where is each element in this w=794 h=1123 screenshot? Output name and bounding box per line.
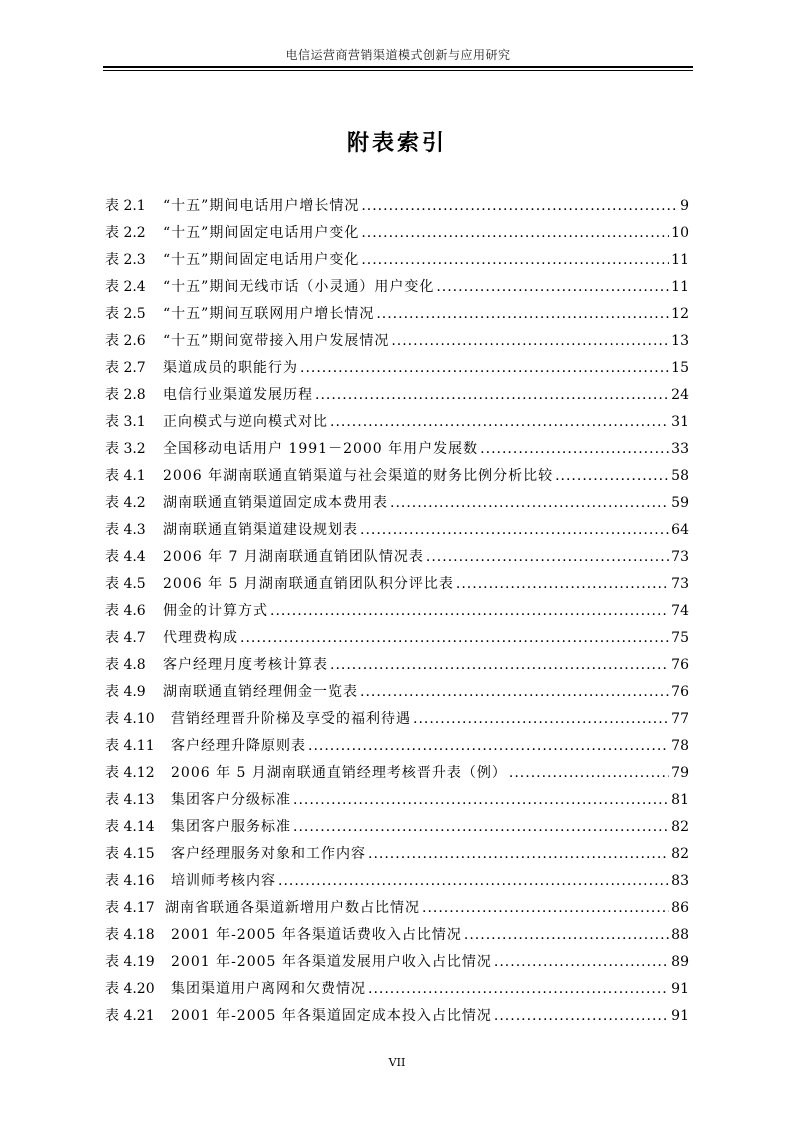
toc-entry-title: “十五”期间固定电话用户变化 (163, 252, 360, 268)
dot-leader (555, 463, 669, 490)
toc-entry-title: 湖南联通直销渠道固定成本费用表 (163, 495, 388, 511)
toc-entry-page: 78 (671, 738, 689, 754)
toc-entry-label: 表 4.10 (105, 711, 155, 727)
toc-entry-label: 表 4.17 (105, 900, 155, 916)
dot-leader (494, 949, 669, 976)
toc-entry-title: 集团客户服务标准 (171, 819, 291, 835)
toc-entry-page: 64 (671, 522, 689, 538)
toc-entry-page: 9 (680, 198, 689, 214)
toc-entry-title: 2001 年-2005 年各渠道话费收入占比情况 (171, 927, 462, 943)
toc-entry-page: 83 (671, 873, 689, 889)
dot-leader (360, 679, 669, 706)
toc-entry-page: 77 (671, 711, 689, 727)
dot-leader (330, 652, 669, 679)
dot-leader (390, 490, 669, 517)
dot-leader (464, 922, 669, 949)
toc-entry[interactable] (105, 463, 689, 490)
toc-entry-label: 表 2.4 (105, 279, 146, 295)
toc-entry-title: “十五”期间互联网用户增长情况 (163, 306, 375, 322)
toc-entry[interactable] (105, 409, 689, 436)
dot-leader (308, 733, 669, 760)
toc-entry[interactable] (105, 382, 689, 409)
dot-leader (368, 976, 669, 1003)
toc-entry-title: 湖南联通直销经理佣金一览表 (163, 684, 358, 700)
toc-entry-title: 2006 年 5 月湖南联通直销团队积分评比表 (163, 576, 454, 592)
dot-leader (436, 274, 669, 301)
toc-entry-title: 集团渠道用户离网和欠费情况 (171, 981, 366, 997)
toc-entry-page: 31 (671, 414, 689, 430)
toc-entry-page: 91 (671, 981, 689, 997)
toc-entry-label: 表 4.21 (105, 1008, 155, 1024)
dot-leader (293, 814, 669, 841)
toc-entry-page: 75 (671, 630, 689, 646)
dot-leader (270, 598, 669, 625)
toc-entry-label: 表 4.20 (105, 981, 155, 997)
dot-leader (300, 355, 669, 382)
toc-entry-label: 表 4.11 (105, 738, 155, 754)
toc-entry-label: 表 4.13 (105, 792, 155, 808)
toc-entry-title: 代理费构成 (163, 630, 238, 646)
toc-entry-page: 76 (671, 657, 689, 673)
toc-entry[interactable] (105, 274, 689, 301)
toc-entry[interactable] (105, 544, 689, 571)
toc-entry[interactable] (105, 652, 689, 679)
toc-entry-title: 佣金的计算方式 (163, 603, 268, 619)
toc-entry-page: 24 (671, 387, 689, 403)
dot-leader (315, 382, 669, 409)
toc-entry[interactable] (105, 436, 689, 463)
toc-entry[interactable] (105, 625, 689, 652)
dot-leader (426, 544, 669, 571)
dot-leader (360, 517, 669, 544)
toc-entry-title: 电信行业渠道发展历程 (163, 387, 313, 403)
toc-entry[interactable] (105, 760, 689, 787)
dot-leader (293, 787, 669, 814)
toc-entry-page: 82 (671, 846, 689, 862)
toc-entry-label: 表 4.9 (105, 684, 146, 700)
toc-entry-label: 表 2.5 (105, 306, 146, 322)
dot-leader (278, 868, 669, 895)
toc-entry-page: 15 (671, 360, 689, 376)
page-title: 附表索引 (346, 130, 447, 156)
toc-entry[interactable] (105, 301, 689, 328)
toc-entry[interactable] (105, 787, 689, 814)
dot-leader (368, 841, 669, 868)
toc-entry-label: 表 4.7 (105, 630, 146, 646)
toc-entry[interactable] (105, 976, 689, 1003)
toc-entry-title: 正向模式与逆向模式对比 (163, 414, 328, 430)
dot-leader (413, 706, 669, 733)
header-rule-thin (103, 70, 693, 71)
toc-entry-title: 2006 年湖南联通直销渠道与社会渠道的财务比例分析比较 (163, 468, 554, 484)
toc-entry-title: “十五”期间宽带接入用户发展情况 (163, 333, 390, 349)
toc-entry-label: 表 4.1 (105, 468, 146, 484)
toc-entry-label: 表 2.3 (105, 252, 146, 268)
toc-entry-page: 88 (671, 927, 689, 943)
toc-entry[interactable] (105, 220, 689, 247)
toc-entry-page: 13 (671, 333, 689, 349)
toc-entry-label: 表 4.18 (105, 927, 155, 943)
toc-entry-page: 82 (671, 819, 689, 835)
dot-leader (330, 409, 669, 436)
toc-entry-label: 表 4.19 (105, 954, 155, 970)
toc-entry-page: 12 (671, 306, 689, 322)
page-number: VII (388, 1056, 406, 1069)
dot-leader (422, 895, 669, 922)
toc-entry-page: 33 (671, 441, 689, 457)
dot-leader (509, 760, 669, 787)
toc-entry[interactable] (105, 490, 689, 517)
toc-entry-label: 表 4.12 (105, 765, 155, 781)
toc-entry[interactable] (105, 868, 689, 895)
toc-entry-page: 59 (671, 495, 689, 511)
toc-entry-label: 表 2.6 (105, 333, 146, 349)
toc-entry[interactable] (105, 247, 689, 274)
table-index-list (105, 193, 689, 1030)
toc-entry-page: 89 (671, 954, 689, 970)
toc-entry-label: 表 4.5 (105, 576, 146, 592)
toc-entry-page: 11 (671, 279, 689, 295)
toc-entry-title: 客户经理服务对象和工作内容 (171, 846, 366, 862)
dot-leader (494, 1003, 669, 1030)
toc-entry[interactable] (105, 598, 689, 625)
dot-leader (240, 625, 669, 652)
toc-entry-title: “十五”期间无线市话（小灵通）用户变化 (163, 279, 435, 295)
dot-leader (376, 301, 669, 328)
toc-entry[interactable] (105, 1003, 689, 1030)
toc-entry-label: 表 2.1 (105, 198, 146, 214)
running-header: 电信运营商营销渠道模式创新与应用研究 (285, 48, 511, 62)
toc-entry-label: 表 4.3 (105, 522, 146, 538)
toc-entry-label: 表 4.4 (105, 549, 146, 565)
toc-entry[interactable] (105, 517, 689, 544)
toc-entry-title: 集团客户分级标准 (171, 792, 291, 808)
toc-entry-title: 湖南省联通各渠道新增用户数占比情况 (165, 900, 420, 916)
toc-entry-title: “十五”期间电话用户增长情况 (163, 198, 360, 214)
toc-entry-label: 表 4.15 (105, 846, 155, 862)
toc-entry-title: 客户经理月度考核计算表 (163, 657, 328, 673)
toc-entry-title: 营销经理晋升阶梯及享受的福利待遇 (171, 711, 411, 727)
toc-entry[interactable] (105, 571, 689, 598)
toc-entry-title: 培训师考核内容 (171, 873, 276, 889)
toc-entry-label: 表 4.8 (105, 657, 146, 673)
dot-leader (480, 436, 669, 463)
toc-entry-page: 91 (671, 1008, 689, 1024)
toc-entry-label: 表 2.2 (105, 225, 146, 241)
toc-entry-page: 79 (671, 765, 689, 781)
dot-leader (361, 193, 678, 220)
dot-leader (391, 328, 669, 355)
toc-entry-label: 表 4.6 (105, 603, 146, 619)
toc-entry[interactable] (105, 895, 689, 922)
toc-entry-title: 2001 年-2005 年各渠道固定成本投入占比情况 (171, 1008, 492, 1024)
toc-entry[interactable] (105, 355, 689, 382)
toc-entry[interactable] (105, 841, 689, 868)
toc-entry[interactable] (105, 922, 689, 949)
dot-leader (456, 571, 669, 598)
toc-entry-page: 10 (671, 225, 689, 241)
header-rule (103, 66, 693, 68)
toc-entry-page: 11 (671, 252, 689, 268)
toc-entry-title: 湖南联通直销渠道建设规划表 (163, 522, 358, 538)
toc-entry-title: 2006 年 7 月湖南联通直销团队情况表 (163, 549, 424, 565)
toc-entry-page: 58 (671, 468, 689, 484)
toc-entry-label: 表 4.2 (105, 495, 146, 511)
toc-entry-page: 76 (671, 684, 689, 700)
toc-entry-label: 表 2.8 (105, 387, 146, 403)
toc-entry-title: “十五”期间固定电话用户变化 (163, 225, 360, 241)
toc-entry-title: 客户经理升降原则表 (171, 738, 306, 754)
toc-entry[interactable] (105, 814, 689, 841)
toc-entry-title: 全国移动电话用户 1991－2000 年用户发展数 (163, 441, 479, 457)
toc-entry[interactable] (105, 679, 689, 706)
toc-entry[interactable] (105, 328, 689, 355)
toc-entry-title: 渠道成员的职能行为 (163, 360, 298, 376)
toc-entry-title: 2001 年-2005 年各渠道发展用户收入占比情况 (171, 954, 492, 970)
toc-entry[interactable] (105, 706, 689, 733)
toc-entry-page: 74 (671, 603, 689, 619)
toc-entry-page: 73 (671, 549, 689, 565)
toc-entry-page: 73 (671, 576, 689, 592)
dot-leader (361, 247, 669, 274)
toc-entry-title: 2006 年 5 月湖南联通直销经理考核晋升表（例） (171, 765, 507, 781)
toc-entry-label: 表 4.16 (105, 873, 155, 889)
toc-entry[interactable] (105, 733, 689, 760)
toc-entry-label: 表 3.2 (105, 441, 146, 457)
toc-entry-label: 表 2.7 (105, 360, 146, 376)
toc-entry[interactable] (105, 949, 689, 976)
dot-leader (361, 220, 669, 247)
toc-entry-label: 表 3.1 (105, 414, 146, 430)
toc-entry-page: 86 (671, 900, 689, 916)
toc-entry-page: 81 (671, 792, 689, 808)
toc-entry-label: 表 4.14 (105, 819, 155, 835)
toc-entry[interactable] (105, 193, 689, 220)
